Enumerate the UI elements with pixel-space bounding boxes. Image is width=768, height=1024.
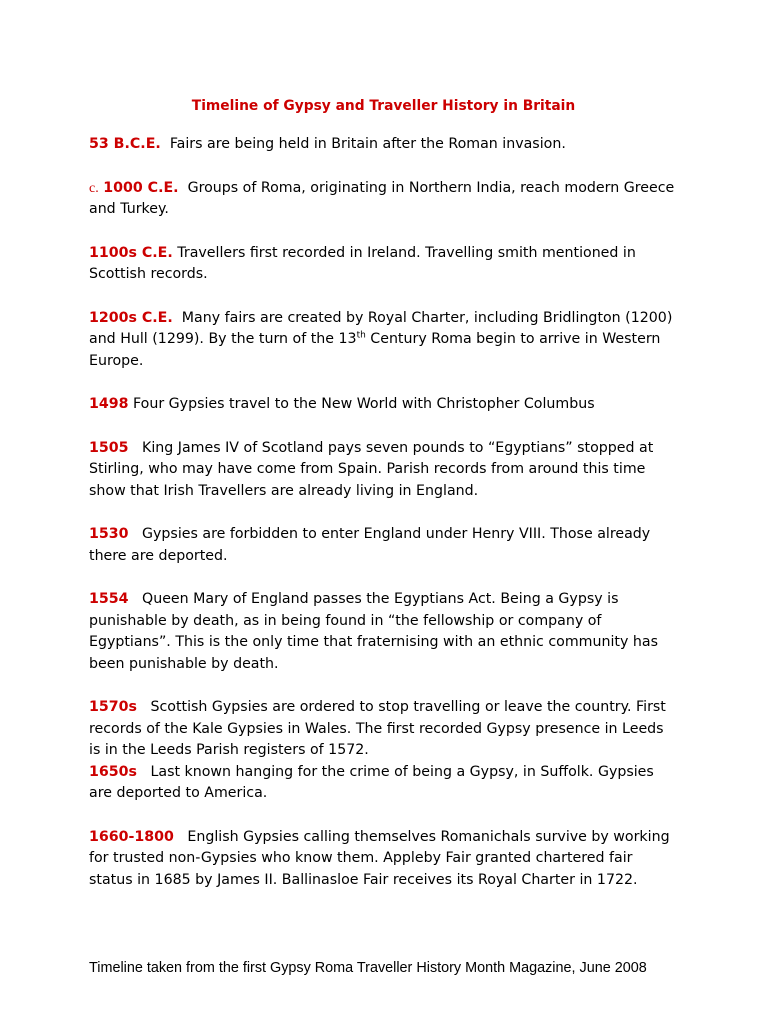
entry-text: Fairs are being held in Britain after the Roman invasion. — [169, 136, 566, 152]
entry-year: 1498 — [89, 396, 129, 412]
timeline-entry — [89, 438, 678, 503]
superscript-th: th — [356, 330, 366, 341]
entry-text: Queen Mary of England passes the Egyptians Act. Being a Gypsy is punishable by death, as in being found in “the fellowship or company of Egyptians”. This is the only time that fraternising with an ethnic community has been punishable by death. — [89, 591, 658, 672]
timeline-entry — [89, 827, 678, 892]
entry-text: Many fairs are created by Royal Charter, including Bridlington (1200) and Hull (1299). By the turn of the 13 — [89, 309, 673, 347]
entry-year: 53 B.C.E. — [89, 136, 161, 152]
entry-year: 1505 — [89, 439, 129, 456]
page-title: Timeline of Gypsy and Traveller History in Britain — [191, 98, 576, 114]
timeline-entry — [89, 762, 678, 805]
timeline-entry — [89, 308, 678, 373]
footer-source-note: Timeline taken from the first Gypsy Roma Traveller History Month Magazine, June 2008 — [89, 960, 647, 976]
entry-year: 1570s — [89, 699, 137, 715]
timeline-entry — [89, 178, 678, 221]
entry-text: King James IV of Scotland pays seven pounds to “Egyptians” stopped at Stirling, who may have come from Spain. Parish records from around this time show that Irish Travellers are already living in England. — [89, 439, 654, 499]
entry-year-prefix: c. — [89, 180, 99, 196]
entry-text: Scottish Gypsies are ordered to stop travelling or leave the country. First records of the Kale Gypsies in Wales. The first recorded Gypsy presence in Leeds is in the Leeds Parish registers of 1572. — [89, 699, 666, 758]
timeline-entry — [89, 697, 678, 762]
entry-year: 1554 — [89, 591, 129, 607]
timeline-entry — [89, 524, 678, 567]
entry-year: 1650s — [89, 763, 137, 780]
timeline-entry — [89, 243, 678, 286]
entry-text-continued: Century Roma begin to arrive in Western Europe. — [89, 331, 661, 369]
timeline-entry — [89, 134, 678, 156]
entry-text: Groups of Roma, originating in Northern India, reach modern Greece and Turkey. — [89, 179, 675, 217]
entry-year: 1660-1800 — [89, 828, 174, 845]
entry-text: Last known hanging for the crime of being a Gypsy, in Suffolk. Gypsies are deported to America. — [89, 763, 654, 801]
entry-year: 1200s C.E. — [89, 309, 173, 326]
entry-year: 1530 — [89, 526, 129, 542]
timeline-entry — [89, 589, 678, 675]
entry-text: English Gypsies calling themselves Romanichals survive by working for trusted non-Gypsies who know them. Appleby Fair granted chartered fair status in 1685 by James II. Ballinasloe Fair receives its Royal Charter in 1722. — [89, 828, 670, 888]
entry-year: 1100s C.E. — [89, 244, 173, 261]
entry-text: Travellers first recorded in Ireland. Travelling smith mentioned in Scottish records. — [89, 244, 636, 282]
entry-text: Gypsies are forbidden to enter England under Henry VIII. Those already there are deported. — [89, 526, 651, 564]
entry-text: Four Gypsies travel to the New World with Christopher Columbus — [133, 396, 595, 412]
timeline-entry — [89, 394, 678, 416]
entry-year: 1000 C.E. — [103, 179, 179, 196]
